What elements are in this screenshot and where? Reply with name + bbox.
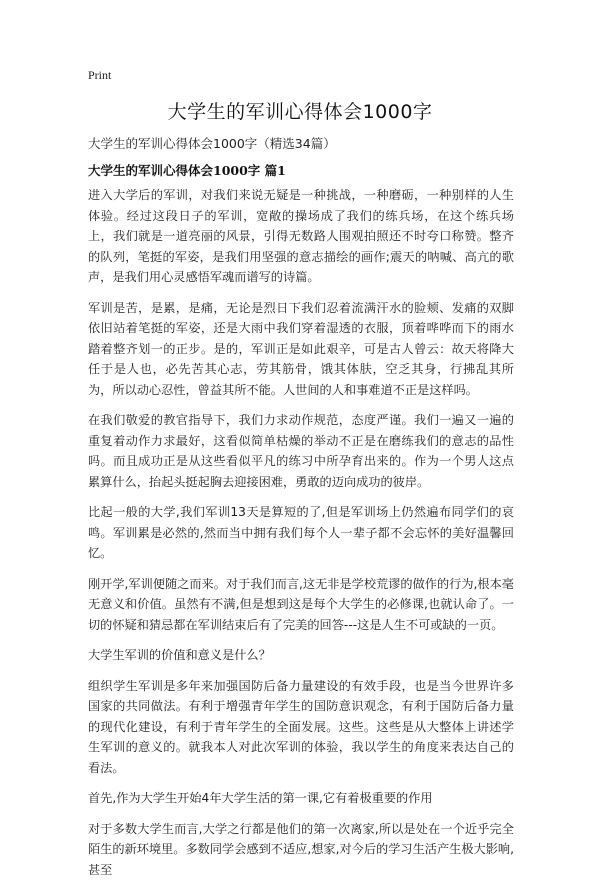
paragraph: 大学生军训的价值和意义是什么？ bbox=[88, 648, 271, 662]
paragraph: 组织学生军训是多年来加强国防后备力量建设的有效手段，也是当今世界许多国家的共同做法。有利于增强青年学生的国防意识观念，有利于国防后备力量的现代化建设，有利于青年学生的全面发展。这些。这些是从大整体上讲述学生军训的意义的。就我本人对此次军训的体验，我以学生的角度来表达自己的看法。 bbox=[88, 678, 514, 775]
section-heading: 大学生的军训心得体会1000字 篇1 bbox=[88, 163, 286, 178]
print-link[interactable]: Print bbox=[88, 68, 112, 82]
paragraph: 刚开学,军训便随之而来。对于我们而言,这无非是学校荒谬的做作的行为,根本毫无意义和价值。虽然有不满,但是想到这是每个大学生的必修课,也就认命了。一切的怀疑和猜忌都在军训结束后有了完美的回答---这是人生不可或缺的一页。 bbox=[88, 576, 514, 632]
paragraph: 比起一般的大学,我们军训13天是算短的了,但是军训场上仍然遍布同学们的哀鸣。军训累是必然的,然而当中拥有我们每个人一辈子都不会忘怀的美好温馨回忆。 bbox=[88, 505, 514, 560]
page-title: 大学生的军训心得体会1000字 bbox=[167, 101, 433, 123]
paragraph: 首先,作为大学生开始4年大学生活的第一课,它有着极重要的作用 bbox=[88, 791, 433, 805]
paragraph: 进入大学后的军训，对我们来说无疑是一种挑战，一种磨砺，一种别样的人生体验。经过这段日子的军训，宽敞的操场成了我们的练兵场，在这个练兵场上，我们就是一道亮丽的风景，引得无数路人围观拍照还不时夸口称赞。整齐的队列，笔挺的军姿，是我们用坚强的意志描绘的画作;震天的呐喊、高亢的歌声，是我们用心灵感悟军魂而谱写的诗篇。 bbox=[88, 188, 514, 284]
paragraph: 军训是苦，是累，是痛，无论是烈日下我们忍着流满汗水的脸颊、发痛的双脚依旧站着笔挺的军姿，还是大雨中我们穿着湿透的衣服，顶着哗哗而下的雨水踏着整齐划一的正步。是的，军训正是如此艰辛，可是古人曾云：故天将降大任于是人也，必先苦其心志，劳其筋骨，饿其体肤，空乏其身，行拂乱其所为，所以动心忍性，曾益其所不能。人世间的人和事难道不正是这样吗。 bbox=[88, 300, 514, 397]
paragraph: 对于多数大学生而言,大学之行都是他们的第一次离家,所以是处在一个近乎完全陌生的新环境里。多数同学会感到不适应,想家,对今后的学习生活产生极大影响,甚至 bbox=[88, 821, 514, 877]
paragraph: 在我们敬爱的教官指导下，我们力求动作规范，态度严谨。我们一遍又一遍的重复着动作力求最好，这看似简单枯燥的举动不正是在磨练我们的意志的品性吗。而且成功正是从这些看似平凡的练习中所孕育出来的。作为一个男人这点累算什么，抬起头挺起胸去迎接困难，勇敢的迈向成功的彼岸。 bbox=[88, 413, 514, 489]
subtitle: 大学生的军训心得体会1000字（精选34篇） bbox=[88, 136, 336, 151]
article-body bbox=[88, 185, 514, 890]
